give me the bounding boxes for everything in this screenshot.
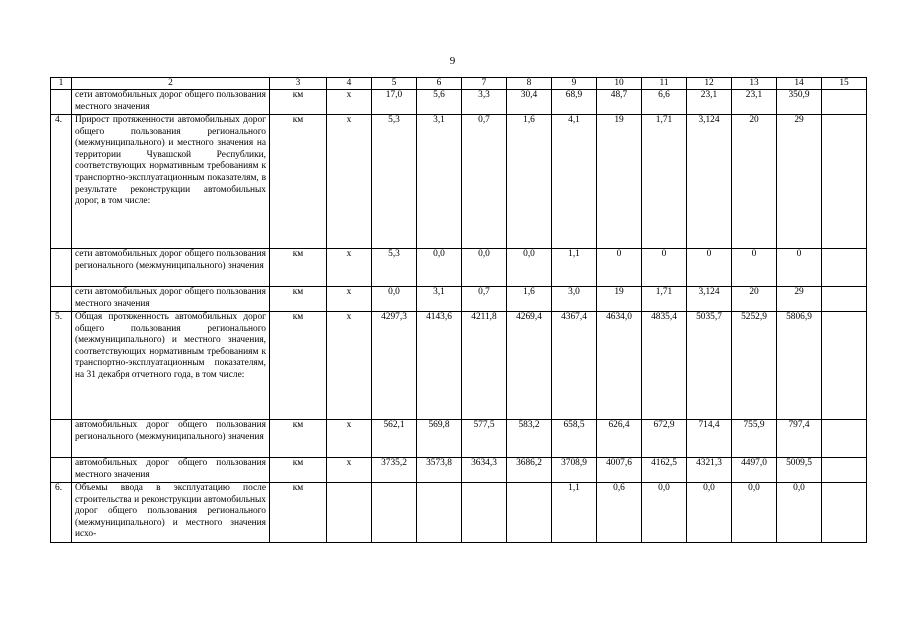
value-cell: 577,5: [462, 420, 507, 458]
value-cell: 29: [777, 115, 822, 249]
base-value-cell: x: [327, 420, 372, 458]
value-cell: [822, 90, 867, 115]
value-cell: 0: [687, 249, 732, 287]
column-header: 2: [72, 78, 270, 90]
value-cell: 0: [732, 249, 777, 287]
base-value-cell: x: [327, 249, 372, 287]
value-cell: 3686,2: [507, 458, 552, 483]
value-cell: 19: [597, 287, 642, 312]
value-cell: 4634,0: [597, 312, 642, 420]
value-cell: 4162,5: [642, 458, 687, 483]
column-header: 7: [462, 78, 507, 90]
value-cell: 658,5: [552, 420, 597, 458]
value-cell: 562,1: [372, 420, 417, 458]
value-cell: 20: [732, 115, 777, 249]
value-cell: 5,3: [372, 115, 417, 249]
value-cell: [822, 483, 867, 543]
column-header: 13: [732, 78, 777, 90]
value-cell: 4007,6: [597, 458, 642, 483]
value-cell: 3,124: [687, 287, 732, 312]
value-cell: 0,0: [462, 249, 507, 287]
value-cell: 672,9: [642, 420, 687, 458]
value-cell: 350,9: [777, 90, 822, 115]
value-cell: 5009,5: [777, 458, 822, 483]
value-cell: 1,6: [507, 287, 552, 312]
value-cell: 3573,8: [417, 458, 462, 483]
value-cell: 1,1: [552, 249, 597, 287]
value-cell: 0,0: [507, 249, 552, 287]
value-cell: 755,9: [732, 420, 777, 458]
table-body: [51, 78, 867, 543]
row-number: [51, 458, 72, 483]
value-cell: 1,71: [642, 287, 687, 312]
value-cell: 4269,4: [507, 312, 552, 420]
value-cell: 5,3: [372, 249, 417, 287]
column-header: 10: [597, 78, 642, 90]
value-cell: 0: [597, 249, 642, 287]
unit-cell: км: [270, 458, 327, 483]
column-header: 12: [687, 78, 732, 90]
value-cell: [822, 312, 867, 420]
indicator-description: сети автомобильных дорог общего пользования регионального (межмуниципального) значения: [72, 249, 270, 287]
row-number: [51, 420, 72, 458]
value-cell: [822, 249, 867, 287]
value-cell: 1,6: [507, 115, 552, 249]
value-cell: 5806,9: [777, 312, 822, 420]
value-cell: 48,7: [597, 90, 642, 115]
value-cell: 4835,4: [642, 312, 687, 420]
indicator-description: автомобильных дорог общего пользования местного значения: [72, 458, 270, 483]
table-row: [51, 249, 867, 287]
table-row: [51, 458, 867, 483]
table-row: [51, 420, 867, 458]
value-cell: 3,1: [417, 287, 462, 312]
value-cell: 4211,8: [462, 312, 507, 420]
value-cell: 0,0: [417, 249, 462, 287]
base-value-cell: [327, 483, 372, 543]
value-cell: 4297,3: [372, 312, 417, 420]
value-cell: 3708,9: [552, 458, 597, 483]
value-cell: 29: [777, 287, 822, 312]
value-cell: 4,1: [552, 115, 597, 249]
value-cell: 3634,3: [462, 458, 507, 483]
value-cell: 0,6: [597, 483, 642, 543]
column-header: 3: [270, 78, 327, 90]
value-cell: [822, 458, 867, 483]
indicator-description: автомобильных дорог общего пользования регионального (межмуниципального) значения: [72, 420, 270, 458]
base-value-cell: x: [327, 90, 372, 115]
table-row: [51, 287, 867, 312]
value-cell: 0,0: [777, 483, 822, 543]
page-number: 9: [449, 55, 456, 67]
value-cell: 20: [732, 287, 777, 312]
value-cell: 3,0: [552, 287, 597, 312]
value-cell: 3,124: [687, 115, 732, 249]
column-header: 5: [372, 78, 417, 90]
column-header: 15: [822, 78, 867, 90]
table-row: [51, 115, 867, 249]
unit-cell: км: [270, 483, 327, 543]
value-cell: 5035,7: [687, 312, 732, 420]
value-cell: 23,1: [687, 90, 732, 115]
row-number: 4.: [51, 115, 72, 249]
row-number: [51, 287, 72, 312]
column-header: 9: [552, 78, 597, 90]
unit-cell: км: [270, 287, 327, 312]
indicator-description: Общая протяженность автомобильных дорог общего пользования регионального (межмуниципального) и местного значения, соответствующих нормативным требованиям к транспортно-эксплуатационным показателям, на 31 декабря отчетного года, в том числе:: [72, 312, 270, 420]
value-cell: 3735,2: [372, 458, 417, 483]
row-number: 6.: [51, 483, 72, 543]
base-value-cell: x: [327, 115, 372, 249]
value-cell: 4143,6: [417, 312, 462, 420]
value-cell: [822, 115, 867, 249]
value-cell: 569,8: [417, 420, 462, 458]
value-cell: [372, 483, 417, 543]
value-cell: [822, 287, 867, 312]
value-cell: 0: [777, 249, 822, 287]
value-cell: 626,4: [597, 420, 642, 458]
value-cell: 68,9: [552, 90, 597, 115]
column-header: 8: [507, 78, 552, 90]
indicator-description: сети автомобильных дорог общего пользования местного значения: [72, 90, 270, 115]
base-value-cell: x: [327, 312, 372, 420]
column-header: 1: [51, 78, 72, 90]
value-cell: 3,1: [417, 115, 462, 249]
value-cell: 0,0: [687, 483, 732, 543]
indicator-description: Объемы ввода в эксплуатацию после строительства и реконструкции автомобильных дорог общего пользования регионального (межмуниципального) и местного значения исхо-: [72, 483, 270, 543]
unit-cell: км: [270, 420, 327, 458]
value-cell: 0,7: [462, 115, 507, 249]
value-cell: 4321,3: [687, 458, 732, 483]
value-cell: 714,4: [687, 420, 732, 458]
indicator-description: сети автомобильных дорог общего пользования местного значения: [72, 287, 270, 312]
table-row: [51, 483, 867, 543]
table-row: [51, 312, 867, 420]
value-cell: 30,4: [507, 90, 552, 115]
value-cell: 1,71: [642, 115, 687, 249]
row-number: [51, 90, 72, 115]
value-cell: 797,4: [777, 420, 822, 458]
base-value-cell: x: [327, 458, 372, 483]
column-header: 14: [777, 78, 822, 90]
value-cell: 0,7: [462, 287, 507, 312]
value-cell: 4367,4: [552, 312, 597, 420]
unit-cell: км: [270, 249, 327, 287]
base-value-cell: x: [327, 287, 372, 312]
value-cell: 0,0: [642, 483, 687, 543]
value-cell: 23,1: [732, 90, 777, 115]
value-cell: 0,0: [372, 287, 417, 312]
value-cell: [507, 483, 552, 543]
indicator-description: Прирост протяженности автомобильных дорог общего пользования регионального (межмуниципального) и местного значения на территории Чувашской Республики, соответствующих нормативным требованиям к транспортно-эксплуатационным показателям, в результате реконструкции автомобильных дорог, в том числе:: [72, 115, 270, 249]
row-number: [51, 249, 72, 287]
column-header: 11: [642, 78, 687, 90]
table-row: [51, 90, 867, 115]
value-cell: 583,2: [507, 420, 552, 458]
column-header: 4: [327, 78, 372, 90]
value-cell: 0: [642, 249, 687, 287]
value-cell: 3,3: [462, 90, 507, 115]
value-cell: 4497,0: [732, 458, 777, 483]
value-cell: 5252,9: [732, 312, 777, 420]
value-cell: 6,6: [642, 90, 687, 115]
column-header: 6: [417, 78, 462, 90]
value-cell: 19: [597, 115, 642, 249]
value-cell: [417, 483, 462, 543]
value-cell: 5,6: [417, 90, 462, 115]
unit-cell: км: [270, 312, 327, 420]
value-cell: [822, 420, 867, 458]
value-cell: 1,1: [552, 483, 597, 543]
value-cell: 0,0: [732, 483, 777, 543]
value-cell: [462, 483, 507, 543]
unit-cell: км: [270, 115, 327, 249]
table-header-row: [51, 78, 867, 90]
value-cell: 17,0: [372, 90, 417, 115]
unit-cell: км: [270, 90, 327, 115]
indicators-table: [50, 77, 867, 543]
row-number: 5.: [51, 312, 72, 420]
